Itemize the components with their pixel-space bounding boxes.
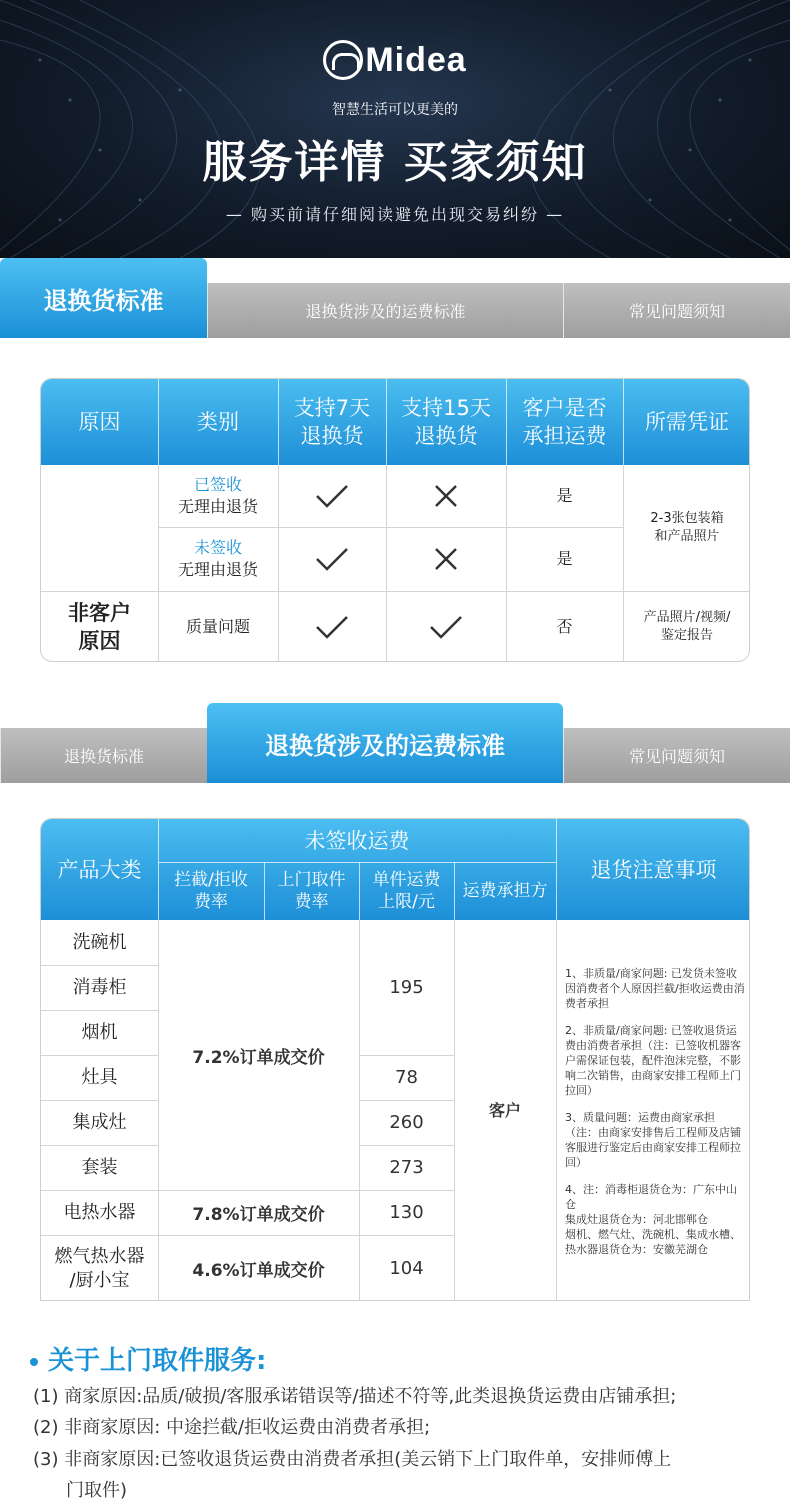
brand-name: Midea — [365, 40, 467, 79]
product-integrated-stove: 集成灶 — [72, 1111, 127, 1133]
unsigned-status: 未签收 — [193, 538, 242, 557]
limit-260: 260 — [389, 1112, 424, 1133]
payer-customer: 客户 — [488, 1101, 521, 1120]
note-2: 2、非质量/商家问题: 已签收退货运费由消费者承担（注：已签收机器客户需保证包装，配件泡沫完整，不影响二次销售，由商家安排工程师上门拉回） — [565, 1023, 741, 1097]
tabs-middle — [0, 703, 790, 783]
row2-category — [158, 527, 278, 591]
pickup-title: 关于上门取件服务: — [30, 1340, 266, 1377]
cross-icon — [386, 465, 506, 527]
page-subtitle: — 购买前请仔细阅读避免出现交易纠纷 — — [225, 205, 565, 224]
note-3: 3、质量问题：运费由商家承担（注：由商家安排售后工程师及店铺客服进行鉴定后由商家安排工程师拉回） — [565, 1110, 741, 1169]
hero-banner — [0, 0, 790, 258]
col-category: 类别 — [197, 410, 239, 434]
header-divider — [359, 862, 360, 920]
limit-130: 130 — [389, 1202, 424, 1223]
page-title: 服务详情 买家须知 — [202, 137, 588, 188]
product-electric-water-heater: 电热水器 — [63, 1201, 136, 1223]
col-15days: 支持15天 退换货 — [401, 396, 491, 448]
return-standard-table — [40, 378, 750, 662]
row3-category: 质量问题 — [185, 617, 250, 636]
check-icon — [386, 591, 506, 662]
note-1: 1、非质量/商家问题: 已发货未签收因消费者个人原因拦截/拒收运费由消费者承担 — [565, 966, 745, 1010]
col-7days: 支持7天 退换货 — [293, 396, 371, 448]
tab-faq[interactable]: 常见问题须知 — [563, 283, 790, 338]
tab-freight-standard[interactable]: 退换货涉及的运费标准 — [207, 283, 563, 338]
header-divider — [386, 379, 387, 465]
tab-return-standard[interactable]: 退换货标准 — [0, 258, 207, 338]
proof-report: 产品照片/视频/ 鉴定报告 — [643, 610, 731, 643]
product-dishwasher: 洗碗机 — [72, 931, 127, 953]
col-proof: 所需凭证 — [645, 410, 729, 434]
note-4: 4、注：消毒柜退货仓为：广东中山仓 集成灶退货仓为：河北邯郸仓 烟机、燃气灶、洗碗机、集成水槽、热水器退货仓为：安徽芜湖仓 — [565, 1182, 741, 1256]
category-label: 无理由退货 — [177, 497, 258, 516]
midea-logo — [0, 40, 790, 80]
header-divider — [158, 819, 159, 920]
col-intercept-rate: 拦截/拒收 费率 — [174, 870, 248, 912]
return-notes — [556, 920, 750, 1301]
row2-freight: 是 — [556, 549, 573, 568]
reason-non-customer: 非客户 原因 — [68, 601, 131, 653]
row1-freight: 是 — [556, 486, 573, 505]
cross-icon — [386, 527, 506, 591]
rate-7-8: 7.8%订单成交价 — [192, 1205, 325, 1225]
check-icon — [278, 527, 386, 591]
product-disinfection-cabinet: 消毒柜 — [72, 976, 127, 998]
row1-category — [158, 465, 278, 527]
col-pickup-rate: 上门取件 费率 — [277, 870, 346, 912]
header-divider — [158, 862, 556, 863]
col-reason: 原因 — [78, 410, 121, 434]
pickup-line-1: (1) 商家原因:品质/破损/客服承诺错误等/描述不符等,此类退换货运费由店铺承担; — [33, 1386, 677, 1407]
limit-195: 195 — [389, 977, 424, 998]
header-divider — [623, 379, 624, 465]
header-divider — [454, 862, 455, 920]
product-set: 套装 — [81, 1156, 118, 1178]
header-divider — [158, 379, 159, 465]
product-stove: 灶具 — [81, 1066, 118, 1088]
pickup-line-3: (3) 非商家原因:已签收退货运费由消费者承担(美云销下上门取件单，安排师傅上 — [33, 1449, 672, 1470]
rate-7-2: 7.2%订单成交价 — [192, 1047, 325, 1068]
tab-faq[interactable]: 常见问题须知 — [563, 728, 790, 783]
signed-status: 已签收 — [193, 475, 242, 494]
check-icon — [278, 591, 386, 662]
pickup-line-2: (2) 非商家原因: 中途拦截/拒收运费由消费者承担; — [33, 1417, 431, 1438]
header-divider — [556, 819, 557, 920]
header-divider — [278, 379, 279, 465]
tab-freight-standard[interactable]: 退换货涉及的运费标准 — [207, 703, 563, 783]
brand-slogan: 智慧生活可以更美的 — [332, 102, 458, 118]
col-product-category: 产品大类 — [57, 857, 142, 882]
limit-104: 104 — [389, 1258, 424, 1279]
col-payer: 运费承担方 — [462, 881, 548, 901]
product-range-hood: 烟机 — [81, 1021, 118, 1043]
product-gas-water-heater: 燃气热水器 /厨小宝 — [54, 1245, 145, 1291]
col-unit-limit: 单件运费 上限/元 — [372, 870, 441, 912]
col-freight: 客户是否 承担运费 — [522, 396, 607, 448]
limit-273: 273 — [389, 1157, 424, 1178]
rate-4-6: 4.6%订单成交价 — [192, 1261, 325, 1281]
bullet-icon — [30, 1358, 38, 1366]
check-icon — [278, 465, 386, 527]
row3-freight: 否 — [556, 617, 573, 636]
freight-standard-table — [40, 818, 750, 1301]
proof-photos: 2-3张包装箱 和产品照片 — [650, 511, 724, 544]
header-divider — [506, 379, 507, 465]
limit-78: 78 — [395, 1067, 418, 1088]
midea-logo-icon — [323, 40, 363, 80]
group-unsigned-freight: 未签收运费 — [304, 828, 410, 853]
pickup-line-3-cont: 门取件) — [66, 1480, 128, 1501]
tab-return-standard[interactable]: 退换货标准 — [0, 728, 207, 783]
col-return-notes: 退货注意事项 — [590, 857, 717, 882]
tabs-top — [0, 258, 790, 338]
header-divider — [264, 862, 265, 920]
category-label: 无理由退货 — [177, 560, 258, 579]
